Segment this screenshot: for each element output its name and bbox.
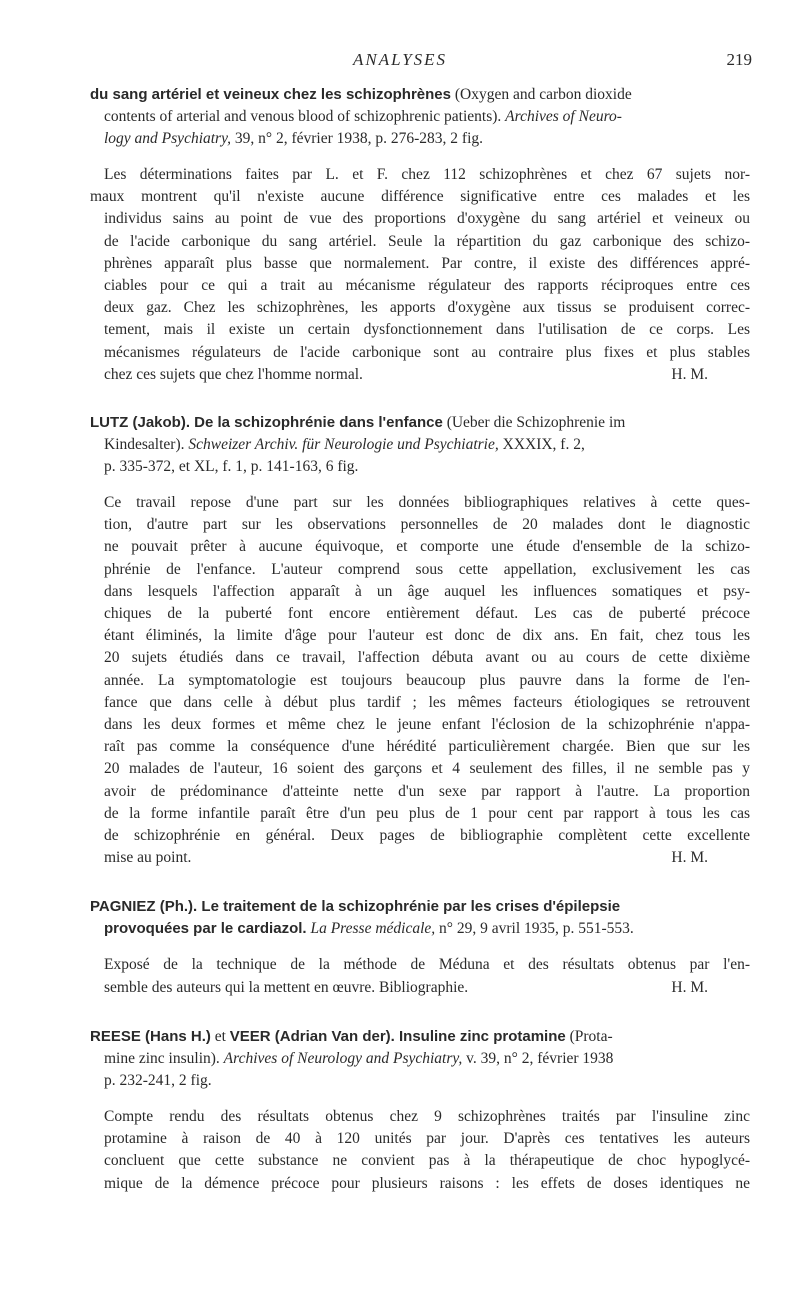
summary-line: 20 malades de l'auteur, 16 soient des garçons et 4 seulement des filles, il ne semble pas y	[104, 760, 750, 778]
author-name: PAGNIEZ (Ph.).	[90, 898, 198, 916]
summary-line: raît pas comme la conséquence d'une hérédité particulièrement chargée. Bien que sur les	[104, 738, 750, 756]
summary-paragraph	[90, 954, 750, 998]
citation-text: contents of arterial and venous blood of schizophrenic patients).	[104, 108, 506, 125]
summary-line: semble des auteurs qui la mettent en œuvre. Bibliographie.	[104, 978, 469, 996]
summary-line: dans lesquels l'affection apparaît à un âge auquel les influences somatiques et psy-	[104, 582, 750, 600]
summary-line: dans les deux formes et même chez le jeune enfant l'éclosion de la schizophrénie n'appa-	[104, 716, 750, 734]
summary-line: 20 sujets étudiés dans ce travail, l'affection débuta avant ou au cours de cette dixième	[104, 649, 750, 667]
running-title: ANALYSES	[352, 50, 448, 69]
citation-text: (Oxygen and carbon dioxide	[450, 86, 632, 103]
summary-paragraph	[90, 164, 750, 386]
citation-text: p. 232-241, 2 fig.	[104, 1071, 212, 1089]
article-title: du sang artériel et veineux chez les schizophrènes	[90, 86, 451, 103]
summary-line: année. La symptomatologie est toujours beaucoup plus pauvre dans la forme de l'en-	[104, 671, 750, 689]
page-number: 219	[726, 50, 752, 69]
citation-text: p. 335-372, et XL, f. 1, p. 141-163, 6 fig.	[104, 458, 359, 476]
summary-line: maux montrent qu'il n'existe aucune différence significative entre ces malades et les	[90, 188, 750, 206]
summary-line: mique de la démence précoce pour plusieurs raisons : les effets de doses identiques ne	[104, 1174, 750, 1192]
summary-line: ciables pour ce qui a trait au mécanisme régulateur des rapports réciproques entre ces	[104, 277, 750, 295]
citation	[90, 84, 750, 150]
article-title: Le traitement de la schizophrénie par les crises d'épilepsie	[197, 898, 621, 916]
summary-line: concluent que cette substance ne convient pas à la thérapeutique de choc hypoglycé-	[104, 1152, 750, 1170]
citation-text: (Prota-	[565, 1027, 613, 1045]
summary-line: phrénie de l'enfance. L'auteur comprend sous cette appellation, exclusivement les cas	[104, 560, 750, 578]
review-entry	[90, 896, 750, 998]
summary-line: protamine à raison de 40 à 120 unités par jour. D'après ces tentatives les auteurs	[104, 1130, 750, 1148]
citation	[90, 412, 750, 478]
article-title: provoquées par le cardiazol.	[104, 920, 307, 938]
journal-name: Schweizer Archiv. für Neurologie und Psychiatrie,	[188, 436, 499, 454]
citation-text: 39, n° 2, février 1938, p. 276-283, 2 fig.	[231, 130, 484, 147]
reviewer-signature: H. M.	[671, 978, 708, 996]
citation-text: Kindesalter).	[104, 436, 189, 454]
citation-text: n° 29, 9 avril 1935, p. 551-553.	[435, 920, 634, 938]
author-name: VEER (Adrian Van der).	[229, 1027, 395, 1045]
summary-line: chiques de la puberté font encore entièrement défaut. Les cas de puberté précoce	[104, 605, 750, 623]
journal-name: logy and Psychiatry,	[104, 130, 231, 147]
reviewer-signature: H. M.	[671, 365, 708, 383]
citation-text: (Ueber die Schizophrenie im	[442, 414, 626, 432]
running-head	[0, 50, 800, 74]
page-body	[90, 84, 750, 1195]
summary-line: Exposé de la technique de la méthode de Méduna et des résultats obtenus par l'en-	[104, 956, 750, 974]
summary-line: de l'acide carbonique du sang artériel. Seule la répartition du gaz carbonique des schizo-	[104, 232, 750, 250]
journal-name: Archives of Neurology and Psychiatry,	[223, 1049, 463, 1067]
citation	[90, 896, 750, 940]
summary-line: Les déterminations faites par L. et F. chez 112 schizophrènes et chez 67 sujets nor-	[104, 166, 750, 183]
summary-line: chez ces sujets que chez l'homme normal.	[104, 365, 363, 383]
reviewer-signature: H. M.	[671, 849, 708, 867]
summary-last-line	[90, 847, 750, 869]
citation-text: mine zinc insulin).	[104, 1049, 224, 1067]
summary-line: deux gaz. Chez les schizophrènes, les apports d'oxygène aux tissus se produisent correc-	[104, 299, 750, 317]
summary-line: ne pouvait prêter à aucune équivoque, et comporte une étude d'ensemble de la schizo-	[104, 538, 750, 556]
summary-line: individus sains au point de vue des proportions d'oxygène du sang artériel et veineux ou	[104, 210, 750, 228]
article-title: De la schizophrénie dans l'enfance	[190, 414, 443, 432]
summary-line: avoir de prédominance d'atteinte nette d'un sexe par rapport à l'autre. La proportion	[104, 782, 750, 800]
review-entry	[90, 1026, 750, 1195]
summary-line: Ce travail repose d'une part sur les données bibliographiques relatives à cette ques-	[104, 494, 750, 512]
summary-line: de la forme infantile paraît être d'un peu plus de 1 pour cent par rapport à tous les cas	[104, 804, 750, 822]
summary-line: de schizophrénie en général. Deux pages de bibliographie complètent cette excellente	[104, 827, 750, 845]
author-name: LUTZ (Jakob).	[90, 414, 190, 432]
summary-line: tement, mais il existe un certain dysfonctionnement dans l'utilisation de ce corps. Les	[104, 321, 750, 339]
summary-last-line	[90, 977, 750, 999]
summary-line: phrènes apparaît plus basse que normalement. Par contre, il existe des différences appré-	[104, 254, 750, 272]
summary-line: fance que dans celle à début plus tardif ; les mêmes facteurs étiologiques se retrouvent	[104, 693, 750, 711]
summary-paragraph	[90, 492, 750, 869]
citation-text: XXXIX, f. 2,	[498, 436, 585, 454]
citation-text: et	[210, 1027, 230, 1045]
review-entry	[90, 84, 750, 386]
summary-line: Compte rendu des résultats obtenus chez 9 schizophrènes traités par l'insuline zinc	[104, 1107, 750, 1125]
summary-paragraph	[90, 1106, 750, 1195]
summary-last-line	[90, 364, 750, 386]
author-name: REESE (Hans H.)	[90, 1027, 211, 1045]
summary-line: tion, d'autre part sur les observations personnelles de 20 malades dont le diagnostic	[104, 516, 750, 534]
article-title: Insuline zinc protamine	[394, 1027, 566, 1045]
journal-name: La Presse médicale,	[306, 920, 436, 938]
summary-line: étant éliminés, la limite d'âge pour l'auteur est donc de dix ans. En fait, chez tous les	[104, 627, 750, 645]
citation-text: v. 39, n° 2, février 1938	[462, 1049, 614, 1067]
summary-line: mise au point.	[104, 849, 192, 867]
summary-line: mécanismes régulateurs de l'acide carbonique sont au contraire plus fixes et plus stables	[104, 343, 750, 361]
review-entry	[90, 412, 750, 869]
journal-name: Archives of Neuro-	[505, 108, 622, 125]
citation	[90, 1026, 750, 1092]
